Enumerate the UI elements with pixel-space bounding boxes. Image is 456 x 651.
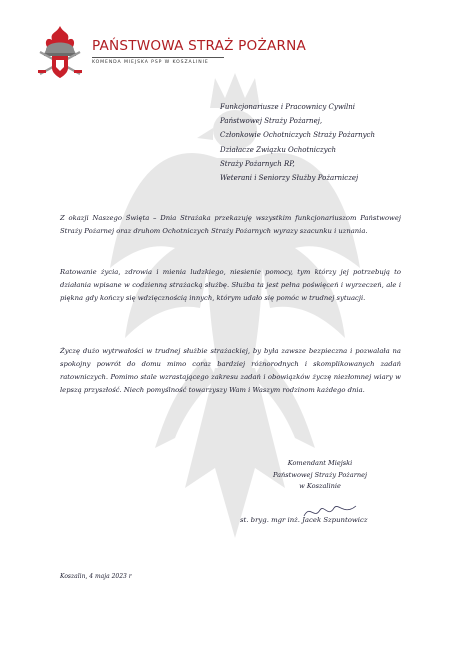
signatory-name: st. bryg. mgr inż. Jacek Szpuntowicz <box>240 516 368 524</box>
address-line: Państwowej Straży Pożarnej, <box>220 117 323 126</box>
body-paragraph: Ratowanie życia, zdrowia i mienia ludzkiego, niesienie pomocy, tym którzy jej potrzebują to działania wpisane w codzienną strażacką służbę. Służba ta jest pełna poświęceń i wyrzeczeń, ale i piękna gdy kończy się wdzięcznością innych, którym udało się pomóc w trudnej sytuacji. <box>60 268 401 302</box>
signature-title <box>250 458 390 493</box>
address-line: Funkcjonariusze i Pracownicy Cywilni <box>220 103 356 111</box>
address-line: Działacze Związku Ochotniczych <box>220 145 336 154</box>
letter-date: Koszalin, 4 maja 2023 r <box>60 573 132 580</box>
body-paragraph: Z okazji Naszego Święta – Dnia Strażaka przekazuję wszystkim funkcjonariuszom Państwowej Straży Pożarnej oraz druhom Ochotniczych Straży Pożarnych wyrazy szacunku i uznania. <box>60 214 401 235</box>
signature-line: w Koszalinie <box>299 482 341 490</box>
body-paragraph: Życzę dużo wytrwałości w trudnej służbie strażackiej, by była zawsze bezpieczna i pozwalała na spokojny powrót do domu mimo coraz bardziej różnorodnych i skomplikowanych zadań ratowniczych. Pomimo stale wzrastającego zakresu zadań i obowiązków życzę niezłomnej wiary w lepszą przyszłość. Niech pomyślność towarzyszy Wam i Waszym rodzinom każdego dnia. <box>60 347 401 394</box>
header-divider <box>92 57 224 58</box>
address-line: Straży Pożarnych RP, <box>220 159 295 168</box>
address-block <box>220 100 375 185</box>
address-line: Weterani i Seniorzy Służby Pożarniczej <box>220 174 359 183</box>
address-line: Członkowie Ochotniczych Straży Pożarnych <box>220 131 375 140</box>
signature-line: Komendant Miejski <box>287 459 353 467</box>
psp-emblem-icon <box>34 24 86 80</box>
organization-unit: KOMENDA MIEJSKA PSP W KOSZALINIE <box>92 60 209 65</box>
signature-line: Państwowej Straży Pożarnej <box>272 470 368 479</box>
organization-name: PAŃSTWOWA STRAŻ POŻARNA <box>92 38 306 54</box>
